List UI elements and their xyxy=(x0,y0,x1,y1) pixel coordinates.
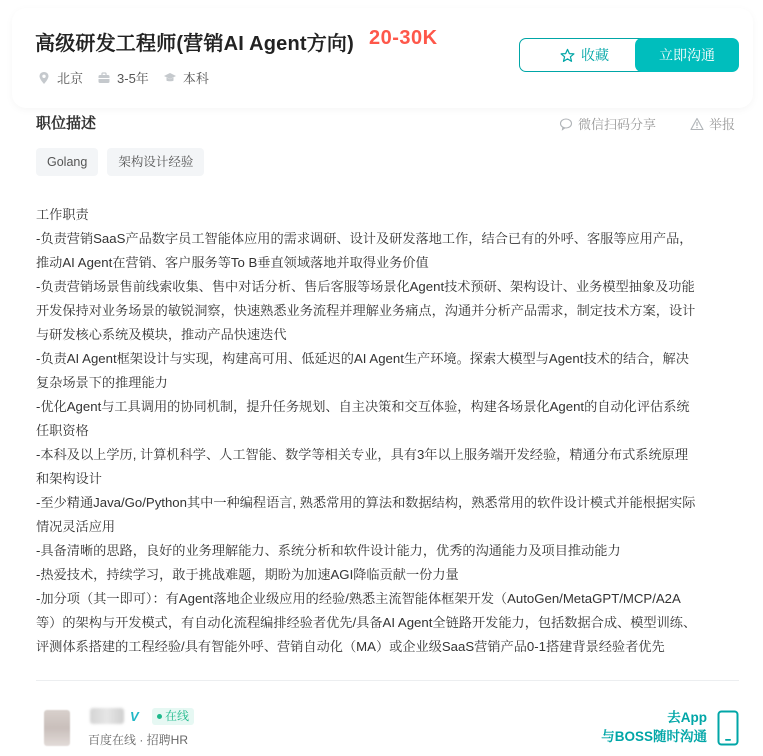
description-line: 情况灵活应用 xyxy=(36,519,116,534)
meta-experience xyxy=(97,68,149,87)
description-line: -至少精通Java/Go/Python其中一种编程语言, 熟悉常用的算法和数据结构，熟悉常用的软件设计模式并能根据实际 xyxy=(36,495,696,510)
go-app-line2: 与BOSS随时沟通 xyxy=(601,729,707,744)
divider xyxy=(36,680,739,681)
description-line: 推动AI Agent在营销、客户服务等To B垂直领域落地并取得业务价值 xyxy=(36,255,429,270)
wechat-icon xyxy=(559,117,573,131)
chat-now-button[interactable]: 立即沟通 xyxy=(635,38,739,72)
skill-tags xyxy=(36,148,213,176)
description-line: 和架构设计 xyxy=(36,471,102,486)
verified-badge: V xyxy=(130,709,139,724)
description-line: 等）的架构与开发模式，有自动化流程编排经验者优先/具备AI Agent全链路开发能力，包括数据合成、模型训练、 xyxy=(36,615,697,630)
description-line: -负责营销SaaS产品数字员工智能体应用的需求调研、设计及研发落地工作，结合已有的外呼、客服等应用产品， xyxy=(36,231,693,246)
description-line: -具备清晰的思路，良好的业务理解能力、系统分析和软件设计能力，优秀的沟通能力及项目推动能力 xyxy=(36,543,621,558)
meta-education xyxy=(163,68,209,87)
job-description xyxy=(36,203,741,659)
avatar xyxy=(44,710,70,746)
description-line: 评测体系搭建的工程经验/具有智能外呼、营销自动化（MA）或企业级SaaS营销产品0-1搭建背景经验者优先 xyxy=(36,639,665,654)
favorite-button[interactable] xyxy=(519,38,650,72)
job-title: 高级研发工程师(营销AI Agent方向) xyxy=(35,33,354,55)
education-text: 本科 xyxy=(182,71,209,86)
wechat-share-link[interactable] xyxy=(559,114,656,133)
salary: 20-30K xyxy=(369,27,438,49)
star-icon xyxy=(560,48,575,63)
favorite-label: 收藏 xyxy=(581,47,609,63)
go-to-app-link[interactable] xyxy=(599,708,707,746)
description-line: -加分项（其一即可）：有Agent落地企业级应用的经验/熟悉主流智能体框架开发（AutoGen/MetaGPT/MCP/A2A xyxy=(36,591,681,606)
description-line: -优化Agent与工具调用的协同机制，提升任务规划、自主决策和交互体验，构建各场景化Agent的自动化评估系统 xyxy=(36,399,690,414)
graduation-cap-icon xyxy=(163,71,177,85)
location-pin-icon xyxy=(37,71,51,85)
phone-icon[interactable] xyxy=(717,710,739,746)
report-link[interactable] xyxy=(690,114,735,133)
meta-location xyxy=(37,68,83,87)
experience-text: 3-5年 xyxy=(117,71,149,86)
description-line: 与研发核心系统及模块，推动产品快速迭代 xyxy=(36,327,287,342)
skill-tag: 架构设计经验 xyxy=(107,148,204,176)
description-line: -热爱技术，持续学习，敢于挑战难题，期盼为加速AGI降临贡献一份力量 xyxy=(36,567,459,582)
description-line: 开发保持对业务场景的敏锐洞察，快速熟悉业务流程并理解业务痛点，沟通并分析产品需求，制定技术方案，设计 xyxy=(36,303,696,318)
description-line: 任职资格 xyxy=(36,423,89,438)
recruiter-name-redacted xyxy=(90,708,124,724)
description-line: -本科及以上学历, 计算机科学、人工智能、数学等相关专业，具有3年以上服务端开发经验，精通分布式系统原理 xyxy=(36,447,689,462)
job-header xyxy=(12,8,753,108)
description-line: -负责AI Agent框架设计与实现，构建高可用、低延迟的AI Agent生产环境。探索大模型与Agent技术的结合，解决 xyxy=(36,351,689,366)
briefcase-icon xyxy=(97,71,111,85)
description-line: -负责营销场景售前线索收集、售中对话分析、售后客服等场景化Agent技术预研、架构设计、业务模型抽象及功能 xyxy=(36,279,695,294)
job-meta xyxy=(37,68,223,87)
online-label: 在线 xyxy=(165,709,190,723)
online-dot-icon xyxy=(157,714,162,719)
share-label: 微信扫码分享 xyxy=(578,117,657,132)
warning-icon xyxy=(690,117,704,131)
recruiter-company: 百度在线 · 招聘HR xyxy=(88,733,188,747)
report-label: 举报 xyxy=(709,117,736,132)
go-app-line1: 去App xyxy=(667,710,707,725)
recruiter-card[interactable] xyxy=(44,706,744,754)
description-line: 工作职责 xyxy=(36,207,89,222)
skill-tag: Golang xyxy=(36,148,98,176)
location-text: 北京 xyxy=(57,71,84,86)
section-title: 职位描述 xyxy=(36,115,97,132)
description-line: 复杂场景下的推理能力 xyxy=(36,375,168,390)
online-status-badge xyxy=(152,708,194,725)
